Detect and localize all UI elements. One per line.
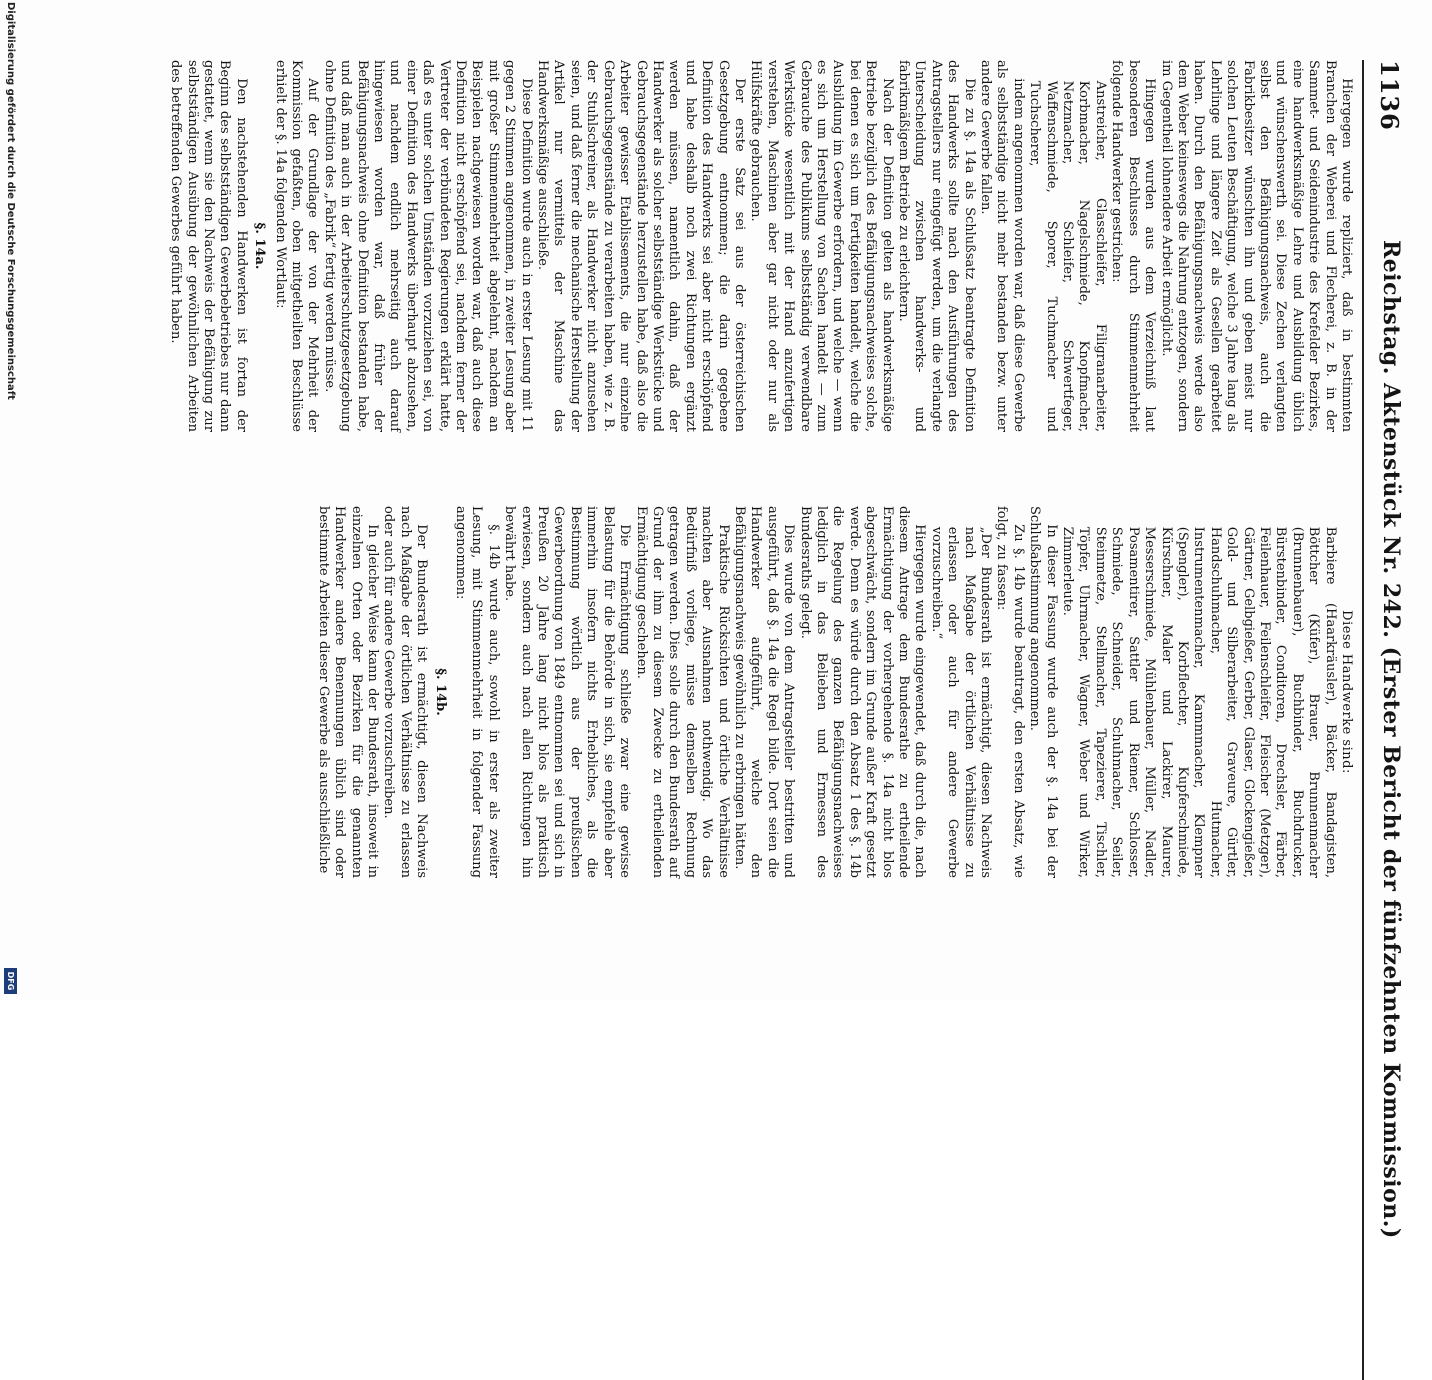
paragraph: Den nachstehenden Handwerken ist fortan der Beginn des selbstständigen Gewerbebetriebes nur dann gestattet, wenn sie den Nachweis der Befähigung zur selbstständigen Ausübung der gewöhnlichen Arbeiten des betreffenden Gewerbes geführt haben.: [168, 60, 249, 432]
section-heading: §. 14a.: [252, 222, 268, 270]
paragraph: Der erste Satz sei aus der österreichischen Gesetzgebung entnommen; die darin gegebene Definition des Handwerks sei aber nicht erschöpfend und habe deshalb noch zwei Richtungen ergänzt werden müssen, namentlich dahin, daß der Handwerker als solcher selbstständige Werkstücke und Gebrauchsgegenstände herzustellen habe, daß also die Arbeiter gewisser Etablissements, die nur einzelne Gebrauchsgegenstände zu verarbeiten haben, wie z. B. der Stuhlschreiner, als Handwerker nicht anzusehen seien, und daß ferner die mechanische Herstellung der Artikel nur vermittels der Maschine das Handwerksmäßige ausschließe.: [535, 60, 747, 432]
paragraph: Barbiere (Haarkräusler), Bäcker, Bandagisten, Böttcher (Küfer), Brauer, Brunnenmacher (Brunnenbauer), Buchbinder, Buchdrucker, Bürstenbinder, Conditoren, Drechsler, Färber, Feilenhauer, Feilenschleifer, Fleischer (Metzger), Gärtner, Gelbgießer, Gerber, Glaser, Glockengießer, Gold- und Silberarbeiter, Graveure, Gürtler, Handschuhmacher, Hutmacher, Instrumentenmacher, Kammmacher, Klempner (Spengler), Korbflechter, Kupferschmiede, Kürschner, Maler und Lackirer, Maurer, Messerschmiede, Mühlenbauer, Müller, Nadler, Posamentirer, Sattler und Riemer, Schlosser, Schmiede, Schneider, Schuhmacher, Seiler, Steinmetze, Stellmacher, Tapezierer, Tischler, Töpfer, Uhrmacher, Wagner, Weber und Wirker, Zimmerleute.: [1060, 526, 1338, 878]
page-header: [1364, 60, 1404, 1380]
paragraph: Dies wurde von dem Antragsteller bestritten und ausgeführt, daß §. 14a die Regel bilde. Dort seien die Handwerker aufgeführt, welche den Befähigungsnachweis gewöhnlich zu erbringen hätten.: [731, 506, 797, 878]
page-number: 1136: [1375, 60, 1404, 131]
text-column-left: [168, 60, 1354, 432]
section-heading: §. 14b.: [432, 668, 448, 716]
paragraph: Die Ermächtigung schließe zwar eine gewisse Belastung für die Behörde in sich, sie empfehle aber immerhin insofern nichts Erhebliches, als die Bestimmung wörtlich aus der preußischen Gewerbeordnung von 1849 entnommen sei und sich in Preußen 20 Jahre lang nicht blos als praktisch erwiesen, sondern auch nach allen Richtungen hin bewährt habe.: [502, 506, 633, 878]
footer: [0, 0, 20, 1000]
paragraph: Zu §. 14b wurde beantragt, den ersten Absatz, wie folgt, zu fassen:: [994, 506, 1026, 878]
paragraph: Diese Definition wurde auch in erster Lesung mit 11 gegen 2 Stimmen angenommen, in zweiter Lesung aber mit großer Stimmenmehrheit abgelehnt, nachdem an Beispielen nachgewiesen worden war, daß auch diese Definition nicht erschöpfend sei, nachdem ferner der Vertreter der verbündeten Regierungen erklärt hatte, daß es unter solchen Umständen vorzuziehen sei, von einer Definition des Handwerks überhaupt abzusehen, und nachdem endlich mehrseitig auch darauf hingewiesen worden war, daß früher der Befähigungsnachweis ohne Definition bestanden habe, und daß man auch in der Arbeiterschutzgesetzgebung ohne Definition des „Fabrik“ fertig werden müsse.: [321, 60, 534, 432]
paragraph: Anstreicher, Glasschleifer, Filigranarbeiter, Korbmacher, Nagelschmiede, Knopfmacher, Netzmacher, Schleifer, Schwertfeger, Waffenschmiede, Sporer, Tuchmacher und Tuchscherer,: [1027, 80, 1108, 432]
paragraph: In dieser Fassung wurde auch der §. 14a bei der Schlußabstimmung angenommen.: [1027, 506, 1059, 878]
paragraph: §. 14b wurde auch, sowohl in erster als zweiter Lesung, mit Stimmenmehrheit in folgender Fassung angenommen:: [453, 506, 501, 878]
paragraph: Praktische Rücksichten und örtliche Verhältnisse machten aber Ausnahmen nothwendig. Wo das Bedürfniß vorliege, müsse demselben Rechnung getragen werden. Dies solle durch den Bundesrath auf Grund der ihm zu diesem Zwecke zu ertheilenden Ermächtigung geschehen.: [633, 506, 731, 878]
paragraph: In gleicher Weise kann der Bundesrath, insoweit in einzelnen Orten oder Bezirken für die genannten Handwerker andere Benennungen üblich sind oder bestimmte Arbeiten dieser Gewerbe als ausschließliche: [315, 506, 381, 878]
text-column-middle: [315, 506, 1354, 878]
paragraph: Diese Handwerke sind:: [1339, 610, 1354, 774]
paragraph: „Der Bundesrath ist ermächtigt, diesen Nachweis nach Maßgabe der örtlichen Verhältnisse zu erlassen oder auch für andere Gewerbe vorzuschreiben.“: [928, 526, 994, 878]
paragraph: Hiergegen wurde repliziert, daß in bestimmten Branchen der Weberei und Flecherei, z. B. in der Sammet- und Seidenindustrie des Krefelder Bezirkes, eine handwerksmäßige Lehre und Ausbildung üblich und wünschenswerth sei. Diese Zechen verlangten selbst den Befähigungsnachweis, auch die Fabrikbesitzer wünschten ihn und geben meist nur solchen Leuten Beschäftigung, welche 3 Jahre lang als Lehrlinge und längere Zeit als Gesellen gearbeitet haben. Durch den Befähigungsnachweis werde also dem Weber keineswegs die Nahrung entzogen, sondern im Gegentheil lohnendere Arbeit ermöglicht.: [1158, 60, 1354, 432]
paragraph: Hingegen wurden aus dem Verzeichniß laut besonderen Beschlusses durch Stimmenmehrheit folgende Handwerker gestrichen:: [1109, 60, 1158, 432]
paragraph: Nach der Definition gelten als handwerksmäßige Betriebe bezüglich des Befähigungsnachweises solche, bei denen es sich um Fertigkeiten handelt, welche die Ausbildung im Gewerbe erfordern, und welche — wenn es sich um Herstellung von Sachen handelt — zum Gebrauche des Publikums selbstständig verwendbare Werkstücke wesentlich mit der Hand anzufertigen verstehen, Maschinen aber gar nicht oder nur als Hülfskräfte gebrauchen.: [748, 60, 895, 432]
paragraph: Hiergegen wurde eingewendet, daß durch die, nach diesem Antrage dem Bundesrathe zu ertheilende Ermächtigung der vorhergehende §. 14a nicht blos abgeschwächt, sondern im Grunde außer Kraft gesetzt werde. Denn es würde durch den Absatz 1 des §. 14b die Regelung des ganzen Befähigungsnachweises lediglich in das Belieben und Ermessen des Bundesraths gelegt.: [797, 506, 928, 878]
paragraph: indem angenommen worden war, daß diese Gewerbe als selbstständige nicht mehr bestanden bezw. unter andere Gewerbe fallen.: [978, 60, 1026, 432]
header-rule: [1362, 60, 1364, 1380]
dfg-logo: DFG: [4, 968, 17, 994]
running-title: Reichstag. Aktenstück Nr. 242. (Erster Bericht der fünfzehnten Kommission.): [1378, 240, 1404, 1239]
paragraph: Auf der Grundlage der von der Mehrheit der Kommission gefaßten, oben mitgetheilten Beschlüsse erhielt der §. 14a folgenden Wortlaut:: [272, 60, 321, 432]
text-column-right: [474, 952, 1354, 1324]
paragraph: Der Bundesrath ist ermächtigt, diesen Nachweis nach Maßgabe der örtlichen Verhältnisse zu erlassen oder auch für andere Gewerbe vorzuschreiben.: [381, 506, 430, 878]
digitization-note: Digitalisierung gefördert durch die Deutsche Forschungsgemeinschaft: [5, 2, 16, 400]
paragraph: Die zu §. 14a als Schlußsatz beantragte Definition des Handwerks sollte nach den Ausführungen des Antragstellers nur eingefügt werden, um die verlangte Unterscheidung zwischen handwerks- und fabrikmäßigem Betriebe zu erleichtern.: [896, 60, 977, 432]
